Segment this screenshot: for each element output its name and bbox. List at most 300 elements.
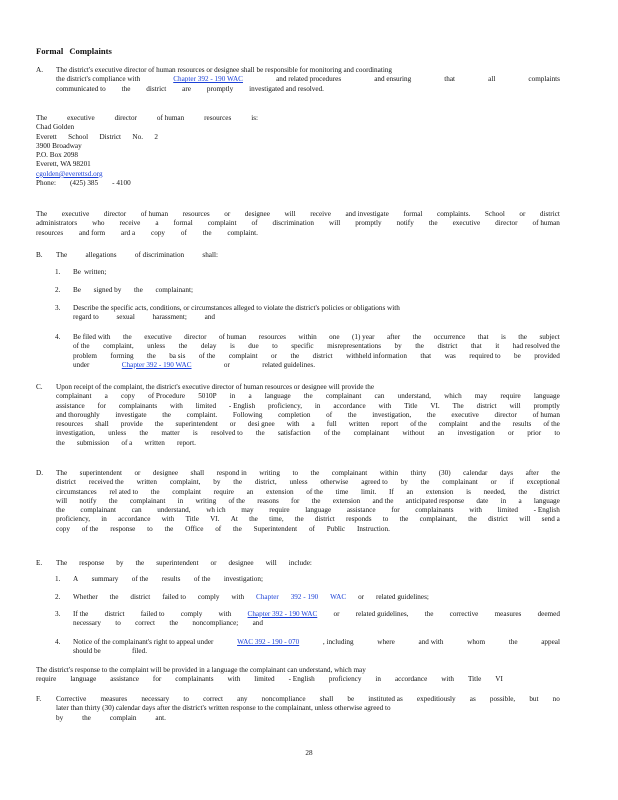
text-line xyxy=(56,85,324,94)
word: a xyxy=(518,496,522,505)
word: appeal xyxy=(541,638,560,646)
word: (1) year xyxy=(351,333,375,341)
text-line xyxy=(56,478,560,487)
word: Following xyxy=(232,410,263,419)
word: will xyxy=(56,496,68,505)
item-number: 4. xyxy=(55,333,61,341)
word: Phone: xyxy=(36,179,56,188)
text-line xyxy=(36,219,560,228)
word: the xyxy=(178,342,188,351)
word: necessary xyxy=(141,695,170,703)
text-line xyxy=(56,695,560,704)
text-line xyxy=(56,506,560,515)
word: complainant xyxy=(129,496,166,505)
word: otherwise xyxy=(320,478,349,487)
word: response xyxy=(110,524,136,533)
reference-link[interactable]: Chapter 392 - 190 WAC xyxy=(173,75,243,84)
word: Title xyxy=(404,401,418,410)
word: or xyxy=(333,610,340,618)
word: copy xyxy=(56,524,70,533)
section-title: Formal Complaints xyxy=(36,46,112,56)
word: satisfaction xyxy=(277,429,311,438)
word: resources xyxy=(56,420,84,429)
word: measures xyxy=(494,610,522,618)
word: district xyxy=(312,351,333,360)
reference-link[interactable]: WAC xyxy=(330,593,347,601)
word: may xyxy=(241,506,254,515)
word: resolved to xyxy=(210,429,243,438)
word: of Procedure xyxy=(148,392,186,401)
word: the xyxy=(412,333,422,341)
word: of xyxy=(215,524,222,533)
word: and the xyxy=(372,496,394,505)
text-line xyxy=(56,497,560,506)
word: director xyxy=(114,114,137,122)
section-a xyxy=(56,66,560,94)
reference-link[interactable]: WAC 392 - 190 - 070 xyxy=(237,638,300,646)
word: extension xyxy=(425,487,454,496)
word: related guidelines, xyxy=(355,610,409,618)
section-b-item-4 xyxy=(73,333,560,370)
word: writing xyxy=(259,469,280,477)
word: The xyxy=(452,401,464,410)
word: of human xyxy=(532,219,560,228)
word: language xyxy=(264,392,291,401)
word: date xyxy=(476,496,489,505)
word: require xyxy=(213,487,234,496)
word: and investigate xyxy=(345,210,389,218)
contact-block xyxy=(36,114,560,188)
word: district xyxy=(539,487,560,496)
word: formal xyxy=(173,219,193,228)
word: Title xyxy=(467,675,482,684)
word: require xyxy=(36,675,57,684)
contact-city: Everett, WA 98201 xyxy=(36,160,91,169)
word: limited xyxy=(254,675,275,684)
word: promptly xyxy=(355,219,382,228)
word: may xyxy=(474,392,488,401)
word: to xyxy=(272,342,278,351)
word: withheld information xyxy=(346,351,407,360)
word: a xyxy=(155,219,159,228)
word: language xyxy=(533,496,560,505)
word: that xyxy=(470,342,482,351)
word: understand, xyxy=(397,392,431,401)
word: for xyxy=(291,496,300,505)
word: all xyxy=(488,75,496,84)
text-line xyxy=(73,593,429,602)
word: director xyxy=(494,410,517,419)
word: written xyxy=(144,438,165,447)
text-line xyxy=(56,559,312,568)
word: - English xyxy=(533,506,560,515)
word: written xyxy=(348,420,370,429)
word: complainants xyxy=(175,675,214,684)
word: the xyxy=(134,286,143,294)
word: the xyxy=(294,515,304,524)
word: results xyxy=(512,420,532,429)
word: had resolved the xyxy=(512,342,560,351)
word: will xyxy=(329,219,341,228)
word: designee xyxy=(244,210,270,218)
word: of the xyxy=(543,420,560,429)
word: problem xyxy=(73,351,97,360)
word: the district's compliance with xyxy=(56,75,141,84)
word: under xyxy=(73,360,90,369)
word: desi gnee xyxy=(247,420,275,429)
word: correct xyxy=(135,619,156,628)
word: completion xyxy=(278,410,311,419)
word: correct xyxy=(203,695,224,703)
word: The xyxy=(56,251,68,259)
word: is xyxy=(466,487,471,496)
word: complaint. xyxy=(227,228,258,237)
word: the xyxy=(551,469,560,477)
word: discrimination xyxy=(272,219,315,228)
word: complaint xyxy=(228,351,258,360)
word: district xyxy=(437,342,458,351)
text-line xyxy=(56,392,560,401)
section-label-e: E. xyxy=(36,559,43,567)
text-line xyxy=(36,179,560,188)
word: matter xyxy=(161,429,180,438)
word: calendar xyxy=(463,469,488,477)
word: of the xyxy=(306,487,323,496)
word: Corrective xyxy=(56,695,87,703)
word: or xyxy=(271,351,278,360)
word: without xyxy=(402,429,425,438)
word: Whether xyxy=(73,593,98,601)
section-label-c: C. xyxy=(36,383,43,391)
word: or xyxy=(134,469,141,477)
word: of xyxy=(251,219,258,228)
word: is xyxy=(192,429,198,438)
word: comply xyxy=(197,593,220,601)
word: district xyxy=(104,610,125,618)
word: or xyxy=(490,478,497,487)
word: unless xyxy=(108,429,127,438)
word: later than thirty (30) calendar days after the district's written response to the complainant, unless otherwise agreed to xyxy=(56,704,391,713)
word: and form xyxy=(79,228,106,237)
word: district xyxy=(314,515,335,524)
section-f xyxy=(56,695,560,723)
word: by xyxy=(400,478,408,487)
word: in xyxy=(101,515,107,524)
word: specific xyxy=(291,342,314,351)
word: copy xyxy=(151,228,166,237)
word: the xyxy=(202,228,212,237)
section-d xyxy=(56,469,560,534)
word: of the xyxy=(131,575,149,583)
word: in xyxy=(177,496,184,505)
reference-link[interactable]: Chapter 392 - 190 WAC xyxy=(247,610,318,618)
word: wh ich xyxy=(206,506,226,515)
word: and xyxy=(252,619,263,628)
text-line xyxy=(73,286,193,295)
word: No. xyxy=(132,132,144,141)
word: to xyxy=(147,524,153,533)
word: of human xyxy=(532,410,560,419)
word: the xyxy=(82,713,91,722)
text-line xyxy=(56,383,560,392)
text-line xyxy=(73,361,315,370)
word: necessary xyxy=(73,619,101,628)
word: rel ated to xyxy=(109,487,139,496)
word: - 4100 xyxy=(112,179,131,188)
word: responds xyxy=(346,515,372,524)
word: with xyxy=(170,401,183,410)
word: of human xyxy=(218,333,247,341)
word: and with xyxy=(418,638,444,646)
word: the xyxy=(415,342,424,351)
word: ba sis xyxy=(169,351,186,360)
word: failed to xyxy=(140,610,165,618)
word: the xyxy=(164,524,174,533)
word: of discrimination xyxy=(134,251,185,259)
word: and ensuring xyxy=(374,75,412,84)
word: notify xyxy=(79,496,97,505)
item-number: 1. xyxy=(55,575,61,583)
word: with xyxy=(286,420,300,429)
word: a xyxy=(104,392,108,401)
word: with xyxy=(231,593,245,601)
word: The district's response to the complaint will be provided in a language the complainant can understand, which may xyxy=(36,666,366,674)
word: who xyxy=(92,219,105,228)
word: assistance xyxy=(56,401,85,410)
word: Everett xyxy=(36,132,57,141)
word: investigation; xyxy=(223,575,263,583)
word: complaint, xyxy=(169,478,201,487)
word: the xyxy=(169,619,179,628)
word: will xyxy=(284,210,296,218)
word: resources xyxy=(182,210,210,218)
word: to xyxy=(554,429,560,438)
word: full xyxy=(326,420,337,429)
word: send a xyxy=(541,515,560,524)
word: in xyxy=(314,401,321,410)
word: for xyxy=(97,401,106,410)
word: district xyxy=(476,401,497,410)
word: the xyxy=(146,351,156,360)
word: measures xyxy=(100,695,128,703)
word: respond in xyxy=(216,469,247,477)
word: with xyxy=(161,515,175,524)
word: The xyxy=(36,210,48,218)
text-line xyxy=(56,525,390,534)
text-line xyxy=(73,333,560,342)
word: of human xyxy=(140,210,169,218)
word: for xyxy=(152,675,162,684)
item-number: 3. xyxy=(55,304,61,312)
word: corrective xyxy=(449,610,479,618)
word: extension xyxy=(266,487,294,496)
word: the xyxy=(154,420,164,429)
word: promptly xyxy=(206,84,234,93)
word: complaint. xyxy=(186,410,218,419)
text-line xyxy=(56,469,560,478)
item-number: 2. xyxy=(55,593,61,601)
word: that xyxy=(420,351,432,360)
word: district xyxy=(56,478,76,487)
word: the xyxy=(56,438,65,447)
word: complainant xyxy=(56,392,92,401)
word: an xyxy=(437,429,445,438)
word: possible, xyxy=(489,695,516,703)
word: resources xyxy=(258,333,286,341)
word: Upon receipt of the complaint, the district's executive director of human resources or designee will provide the xyxy=(56,383,375,391)
word: district, xyxy=(254,478,277,487)
text-line xyxy=(36,114,258,123)
word: or xyxy=(223,360,230,369)
word: 2 xyxy=(154,132,158,141)
word: within xyxy=(298,333,317,341)
word: proficiency, xyxy=(267,401,302,410)
word: language xyxy=(70,675,97,684)
word: complainant xyxy=(442,478,478,487)
word: the xyxy=(135,559,145,567)
text-line xyxy=(73,619,263,628)
word: At xyxy=(230,515,238,524)
section-e-item-4 xyxy=(73,638,560,657)
word: required to xyxy=(469,351,501,360)
reference-link[interactable]: 392 - 190 xyxy=(290,593,319,601)
word: superintendent xyxy=(79,469,122,477)
word: complaint xyxy=(438,420,468,429)
word: one xyxy=(329,333,340,341)
word: ant. xyxy=(155,713,166,722)
word: provided xyxy=(534,351,560,360)
word: the xyxy=(518,333,527,341)
word: shall xyxy=(190,469,205,477)
word: or xyxy=(507,429,514,438)
word: VI xyxy=(495,675,503,684)
word: the xyxy=(468,515,477,524)
word: Be filed with xyxy=(73,333,111,341)
text-line xyxy=(56,704,560,713)
word: instituted as xyxy=(368,695,403,703)
contact-email-link[interactable]: cgolden@everettsd.org xyxy=(36,169,103,178)
word: of the xyxy=(193,575,211,583)
word: and related procedures xyxy=(276,75,342,84)
word: is xyxy=(229,342,235,351)
word: subject xyxy=(539,333,560,341)
section-label-b: B. xyxy=(36,251,43,259)
section-e-item-2 xyxy=(73,593,560,602)
word: report xyxy=(381,420,399,429)
word: require xyxy=(500,392,521,401)
word: occurrence xyxy=(433,333,466,341)
word: where xyxy=(377,638,395,646)
word: Office xyxy=(185,524,204,533)
word: can xyxy=(374,392,385,401)
word: the xyxy=(508,638,518,646)
word: executive xyxy=(67,114,95,122)
word: shall xyxy=(95,420,109,429)
section-b-intro xyxy=(56,251,560,260)
word: by xyxy=(213,478,221,487)
text-line xyxy=(73,647,147,656)
word: writing xyxy=(195,496,217,505)
word: complainants xyxy=(415,506,454,515)
section-e-item-1 xyxy=(73,575,560,584)
word: Be xyxy=(73,286,81,294)
word: language xyxy=(305,506,332,515)
word: executive xyxy=(61,210,90,218)
word: district xyxy=(130,593,151,601)
word: the xyxy=(347,410,357,419)
word: by xyxy=(394,342,402,351)
word: time, xyxy=(269,515,284,524)
reference-link[interactable]: Chapter xyxy=(256,593,279,601)
text-line xyxy=(36,210,560,219)
word: the xyxy=(290,351,300,360)
word: allegations xyxy=(85,251,117,259)
word: Notice of the complainant's right to appeal under xyxy=(73,638,214,646)
word: School xyxy=(484,210,505,218)
word: executive xyxy=(144,333,172,341)
word: summary xyxy=(91,575,119,583)
word: superintendent xyxy=(175,420,218,429)
word: investigated and resolved. xyxy=(249,84,324,93)
word: a xyxy=(311,420,315,429)
word: receive xyxy=(119,219,141,228)
word: can xyxy=(131,506,142,515)
section-label-a: A. xyxy=(36,66,43,74)
word: signed by xyxy=(93,286,122,294)
word: agreed to xyxy=(361,478,388,487)
word: (425) 385 xyxy=(69,179,99,188)
word: the xyxy=(150,487,160,496)
section-c xyxy=(56,383,560,448)
text-line xyxy=(56,251,218,260)
word: Public xyxy=(326,524,346,533)
text-line xyxy=(56,429,560,438)
word: the xyxy=(424,610,434,618)
word: (30) xyxy=(438,469,451,477)
word: misrepresentations xyxy=(327,342,381,351)
word: designee xyxy=(228,559,254,567)
word: thirty xyxy=(410,469,427,477)
word: expeditiously xyxy=(416,695,456,703)
word: of the xyxy=(73,342,90,351)
word: shall: xyxy=(202,251,218,259)
word: exceptional xyxy=(526,478,560,487)
word: unless xyxy=(289,478,308,487)
word: understand, xyxy=(157,506,191,515)
word: - English xyxy=(288,675,315,684)
word: director xyxy=(184,333,207,341)
word: will xyxy=(509,401,521,410)
text-line xyxy=(36,666,560,675)
word: but xyxy=(529,695,539,703)
reference-link[interactable]: Chapter 392 - 190 WAC xyxy=(121,360,192,369)
text-line xyxy=(56,411,560,420)
word: to xyxy=(292,469,299,477)
word: the xyxy=(162,410,171,419)
text-line xyxy=(56,420,560,429)
item-number: 4. xyxy=(55,638,61,646)
text-line xyxy=(36,229,258,238)
word: complainant xyxy=(331,469,368,477)
word: or xyxy=(229,420,236,429)
word: accordance xyxy=(118,515,151,524)
word: and the xyxy=(479,420,501,429)
word: will xyxy=(265,559,277,567)
word: investigate xyxy=(115,410,147,419)
word: complainants xyxy=(118,401,158,410)
section-e-intro xyxy=(56,559,560,568)
word: Be xyxy=(73,268,81,276)
